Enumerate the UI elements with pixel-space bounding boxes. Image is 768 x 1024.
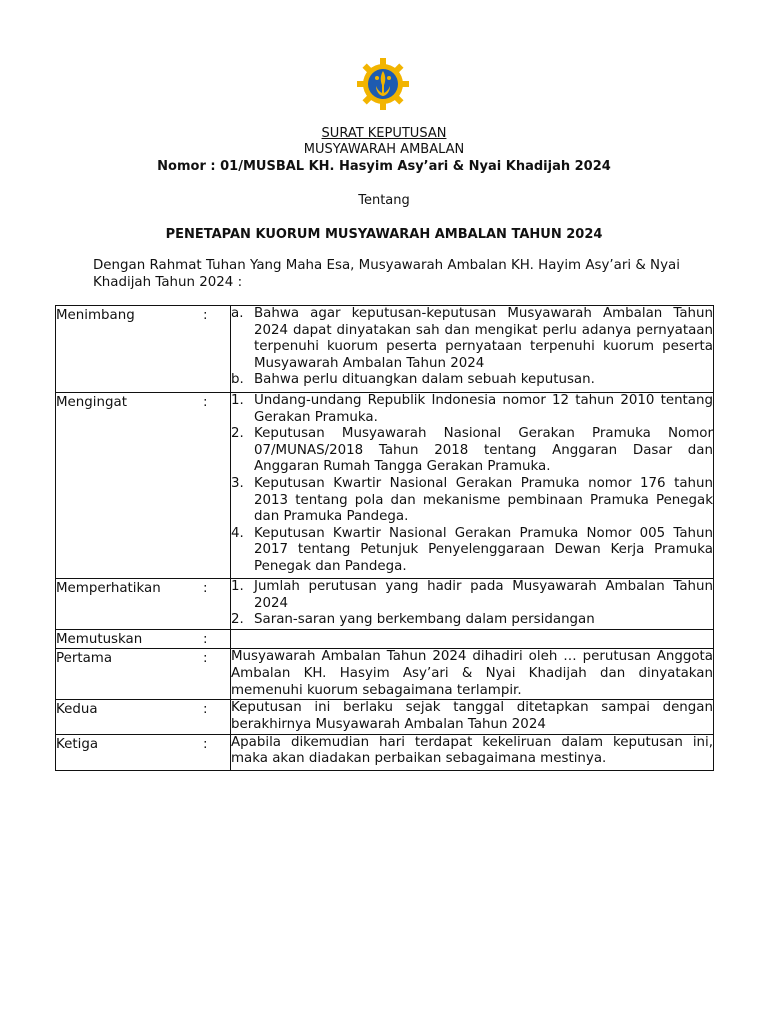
doc-number: Nomor : 01/MUSBAL KH. Hasyim Asy’ari & Nyai Khadijah 2024	[157, 159, 611, 174]
row-kedua	[56, 700, 714, 734]
row-colon: :	[203, 395, 208, 410]
row-label: Menimbang	[56, 308, 135, 323]
row-colon: :	[203, 736, 208, 752]
row-label: Kedua	[56, 702, 98, 718]
row-menimbang	[56, 306, 714, 393]
doc-subject: PENETAPAN KUORUM MUSYAWARAH AMBALAN TAHUN 2024	[165, 227, 603, 242]
row-label: Memperhatikan	[56, 581, 161, 596]
list-item: 4. Keputusan Kwartir Nasional Gerakan Pramuka Nomor 005 Tahun 2017 tentang Petunjuk Penyelenggaraan Dewan Kerja Pramuka Penegak dan Pandega.	[231, 525, 713, 574]
decision-table	[55, 305, 714, 771]
row-label: Pertama	[56, 651, 113, 667]
decision-text: Musyawarah Ambalan Tahun 2024 dihadiri oleh … perutusan Anggota Ambalan KH. Hasyim Asy’ari & Nyai Khadijah dan dinyatakan memenuhi kuorum sebagaimana terlampir.	[231, 649, 713, 698]
list-item: 1. Undang-undang Republik Indonesia nomor 12 tahun 2010 tentang Gerakan Pramuka.	[231, 393, 713, 425]
list-item: 3. Keputusan Kwartir Nasional Gerakan Pramuka nomor 176 tahun 2013 tentang pola dan mekanisme pembinaan Pramuka Penegak dan Pramuka Pandega.	[231, 475, 713, 525]
row-colon: :	[203, 308, 208, 323]
doc-subtitle: MUSYAWARAH AMBALAN	[303, 142, 465, 157]
doc-about-label: Tentang	[358, 193, 410, 208]
row-label: Mengingat	[56, 395, 127, 410]
row-label: Ketiga	[56, 736, 99, 752]
list-item: 2. Keputusan Musyawarah Nasional Gerakan Pramuka Nomor 07/MUNAS/2018 Tahun 2018 tentang Anggaran Dasar dan Anggaran Rumah Tangga Gerakan Pramuka.	[231, 426, 713, 475]
list-item: 2. Saran-saran yang berkembang dalam persidangan	[231, 612, 595, 628]
row-colon: :	[203, 631, 208, 647]
row-colon: :	[203, 651, 208, 667]
intro-paragraph: Dengan Rahmat Tuhan Yang Maha Esa, Musyawarah Ambalan KH. Hayim Asy’ari & Nyai Khadijah Tahun 2024 :	[93, 258, 680, 290]
row-mengingat	[56, 393, 714, 579]
doc-title: SURAT KEPUTUSAN	[321, 126, 447, 141]
row-memperhatikan	[56, 579, 714, 630]
decision-text: Keputusan ini berlaku sejak tanggal ditetapkan sampai dengan berakhirnya Musyawarah Ambalan Tahun 2024	[231, 700, 713, 732]
row-colon: :	[203, 581, 208, 596]
row-colon: :	[203, 702, 208, 718]
list-item: a. Bahwa agar keputusan-keputusan Musyawarah Ambalan Tahun 2024 dapat dinyatakan sah dan mengikat perlu adanya pernyataan terpenuhi kuorum peserta pernyataan terpenuhi kuorum peserta Musyawarah Ambalan Tahun 2024	[231, 306, 713, 371]
row-pertama	[56, 649, 714, 700]
row-ketiga	[56, 734, 714, 770]
row-memutuskan	[56, 629, 714, 649]
decision-text: Apabila dikemudian hari terdapat kekeliruan dalam keputusan ini, maka akan diadakan perbaikan sebagaimana mestinya.	[231, 734, 713, 767]
row-label: Memutuskan	[56, 631, 143, 647]
list-item: b. Bahwa perlu dituangkan dalam sebuah keputusan.	[231, 372, 595, 388]
list-item: 1. Jumlah perutusan yang hadir pada Musyawarah Ambalan Tahun 2024	[231, 579, 713, 611]
tunas-kelapa-emblem-icon	[355, 56, 411, 112]
